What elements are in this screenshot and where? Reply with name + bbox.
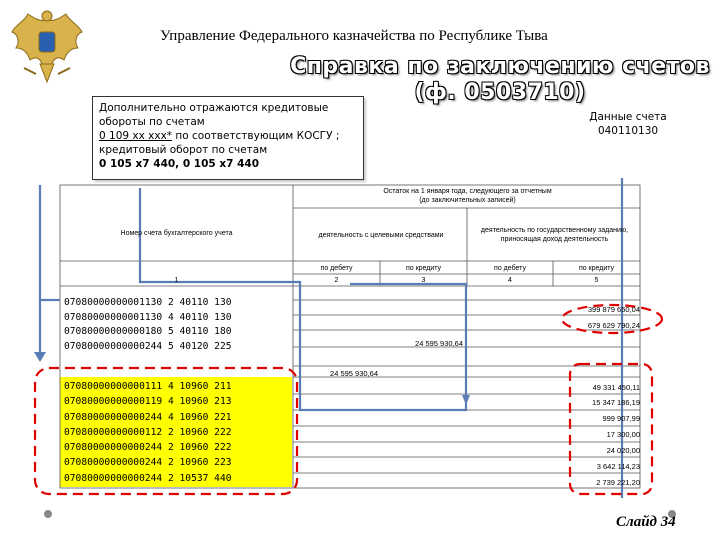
cell-value: 17 300,00	[606, 430, 640, 439]
cell-value: 2 739 221,20	[596, 478, 640, 487]
table-row: 07080000000001130 2 40110 130	[64, 297, 232, 308]
header-remainder-line: (до заключительных записей)	[419, 197, 516, 204]
cell-value: 24 595 930,64	[330, 369, 378, 378]
cell-value: 999 907,99	[602, 414, 640, 423]
header-debit-1: по дебету	[320, 265, 353, 272]
note-accounts-underlined: 0 109 xx xxx*	[99, 130, 173, 142]
cell-value: 24 020,00	[606, 446, 640, 455]
header-debit-2: по дебету	[494, 265, 526, 272]
header-state-task-line: деятельность по государственному заданию,	[480, 227, 629, 234]
table-row: 07080000000000119 4 10960 213	[64, 396, 232, 408]
header-state-task	[469, 226, 640, 244]
cell-value: 49 331 450,11	[592, 383, 640, 392]
cell-value: 3 642 114,23	[596, 462, 640, 471]
table-row: 07080000000000244 2 10960 222	[64, 442, 232, 454]
note-line: обороты по счетам	[99, 116, 205, 128]
account-list-bottom	[64, 379, 232, 486]
org-title: Управление Федерального казначейства по Республике Тыва	[160, 28, 548, 44]
table-row: 07080000000001130 4 40110 130	[64, 311, 232, 323]
table-row: 07080000000000244 2 10537 440	[64, 472, 232, 484]
column-number-1: 1	[174, 277, 179, 284]
note-line	[99, 129, 357, 143]
account-info-label: Данные счета	[589, 111, 667, 123]
column-number-5: 5	[594, 277, 599, 284]
header-state-task-line: приносящая доход деятельность	[500, 236, 609, 243]
note-line: кредитовый оборот по счетам	[99, 144, 268, 156]
table-row: 07080000000000244 2 10960 223	[64, 457, 232, 469]
cell-value: 399 879 650,04	[587, 305, 640, 314]
note-line: 0 105 х7 440, 0 105 х7 440	[99, 158, 260, 170]
header-remainder-line: Остаток на 1 января года, следующего за отчетным	[383, 188, 552, 195]
header-remainder	[295, 187, 640, 205]
table-row: 07080000000000180 5 40110 180	[64, 326, 232, 337]
column-number-4: 4	[508, 277, 512, 284]
page-title: Справка по заключению счетов	[290, 54, 710, 79]
column-number-2: 2	[334, 277, 339, 284]
account-list-top	[64, 296, 232, 354]
header-credit-2: по кредиту	[578, 265, 615, 272]
column-number-3: 3	[421, 277, 426, 284]
note-box	[92, 96, 364, 180]
table-row: 07080000000000244 5 40120 225	[64, 340, 232, 352]
note-line: Дополнительно отражаются кредитовые	[99, 102, 329, 114]
table-row: 07080000000000112 2 10960 222	[64, 426, 232, 438]
cell-value: 15 347 186,19	[592, 398, 640, 407]
cell-value: 679 629 790,24	[587, 321, 640, 330]
slide-number: Слайд 34	[616, 514, 676, 530]
table-row: 07080000000000111 4 10960 211	[64, 381, 232, 392]
header-targeted: деятельность с целевыми средствами	[318, 232, 444, 239]
cell-value: 24 595 930,64	[415, 339, 463, 348]
table-row: 07080000000000244 4 10960 221	[64, 411, 232, 423]
header-account-col: Номер счета бухгалтерского учета	[120, 230, 233, 237]
form-code: (ф. 0503710)	[414, 80, 586, 105]
account-info-number: 040110130	[597, 125, 659, 137]
header-credit-1: по кредиту	[405, 265, 442, 272]
note-line-rest: по соответствующим КОСГУ ;	[172, 130, 340, 142]
